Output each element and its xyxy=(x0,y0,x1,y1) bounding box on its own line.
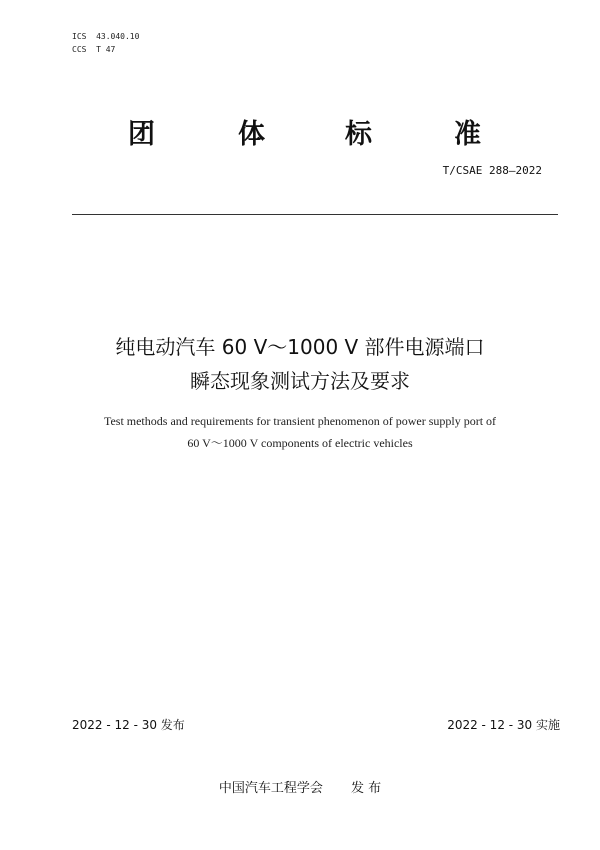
ics-code: ICS 43.040.10 xyxy=(72,32,140,41)
implement-date: 2022 - 12 - 30 实施 xyxy=(447,718,560,732)
publish-date: 2022 - 12 - 30 发布 xyxy=(72,718,185,732)
ccs-code: CCS T 47 xyxy=(72,45,116,54)
standard-number: T/CSAE 288—2022 xyxy=(442,164,542,177)
standard-type-heading xyxy=(0,112,600,152)
standard-type-char: 团 xyxy=(128,119,155,150)
title-cn-line2: 瞬态现象测试方法及要求 xyxy=(190,369,410,393)
title-cn-line1: 纯电动汽车 60 V～1000 V 部件电源端口 xyxy=(115,335,485,359)
title-en-line1: Test methods and requirements for transient phenomenon of power supply port of xyxy=(103,414,497,428)
standard-type-char: 准 xyxy=(454,119,481,150)
publisher-line xyxy=(0,777,600,796)
publisher-action: 发 布 xyxy=(350,781,382,796)
header-divider xyxy=(72,214,558,215)
standard-type-char: 标 xyxy=(345,119,372,150)
classification-codes xyxy=(72,30,139,56)
publisher-name: 中国汽车工程学会 xyxy=(218,781,323,796)
standard-type-char: 体 xyxy=(238,119,265,150)
title-en-line2: 60 V～1000 V components of electric vehicles xyxy=(187,436,413,450)
